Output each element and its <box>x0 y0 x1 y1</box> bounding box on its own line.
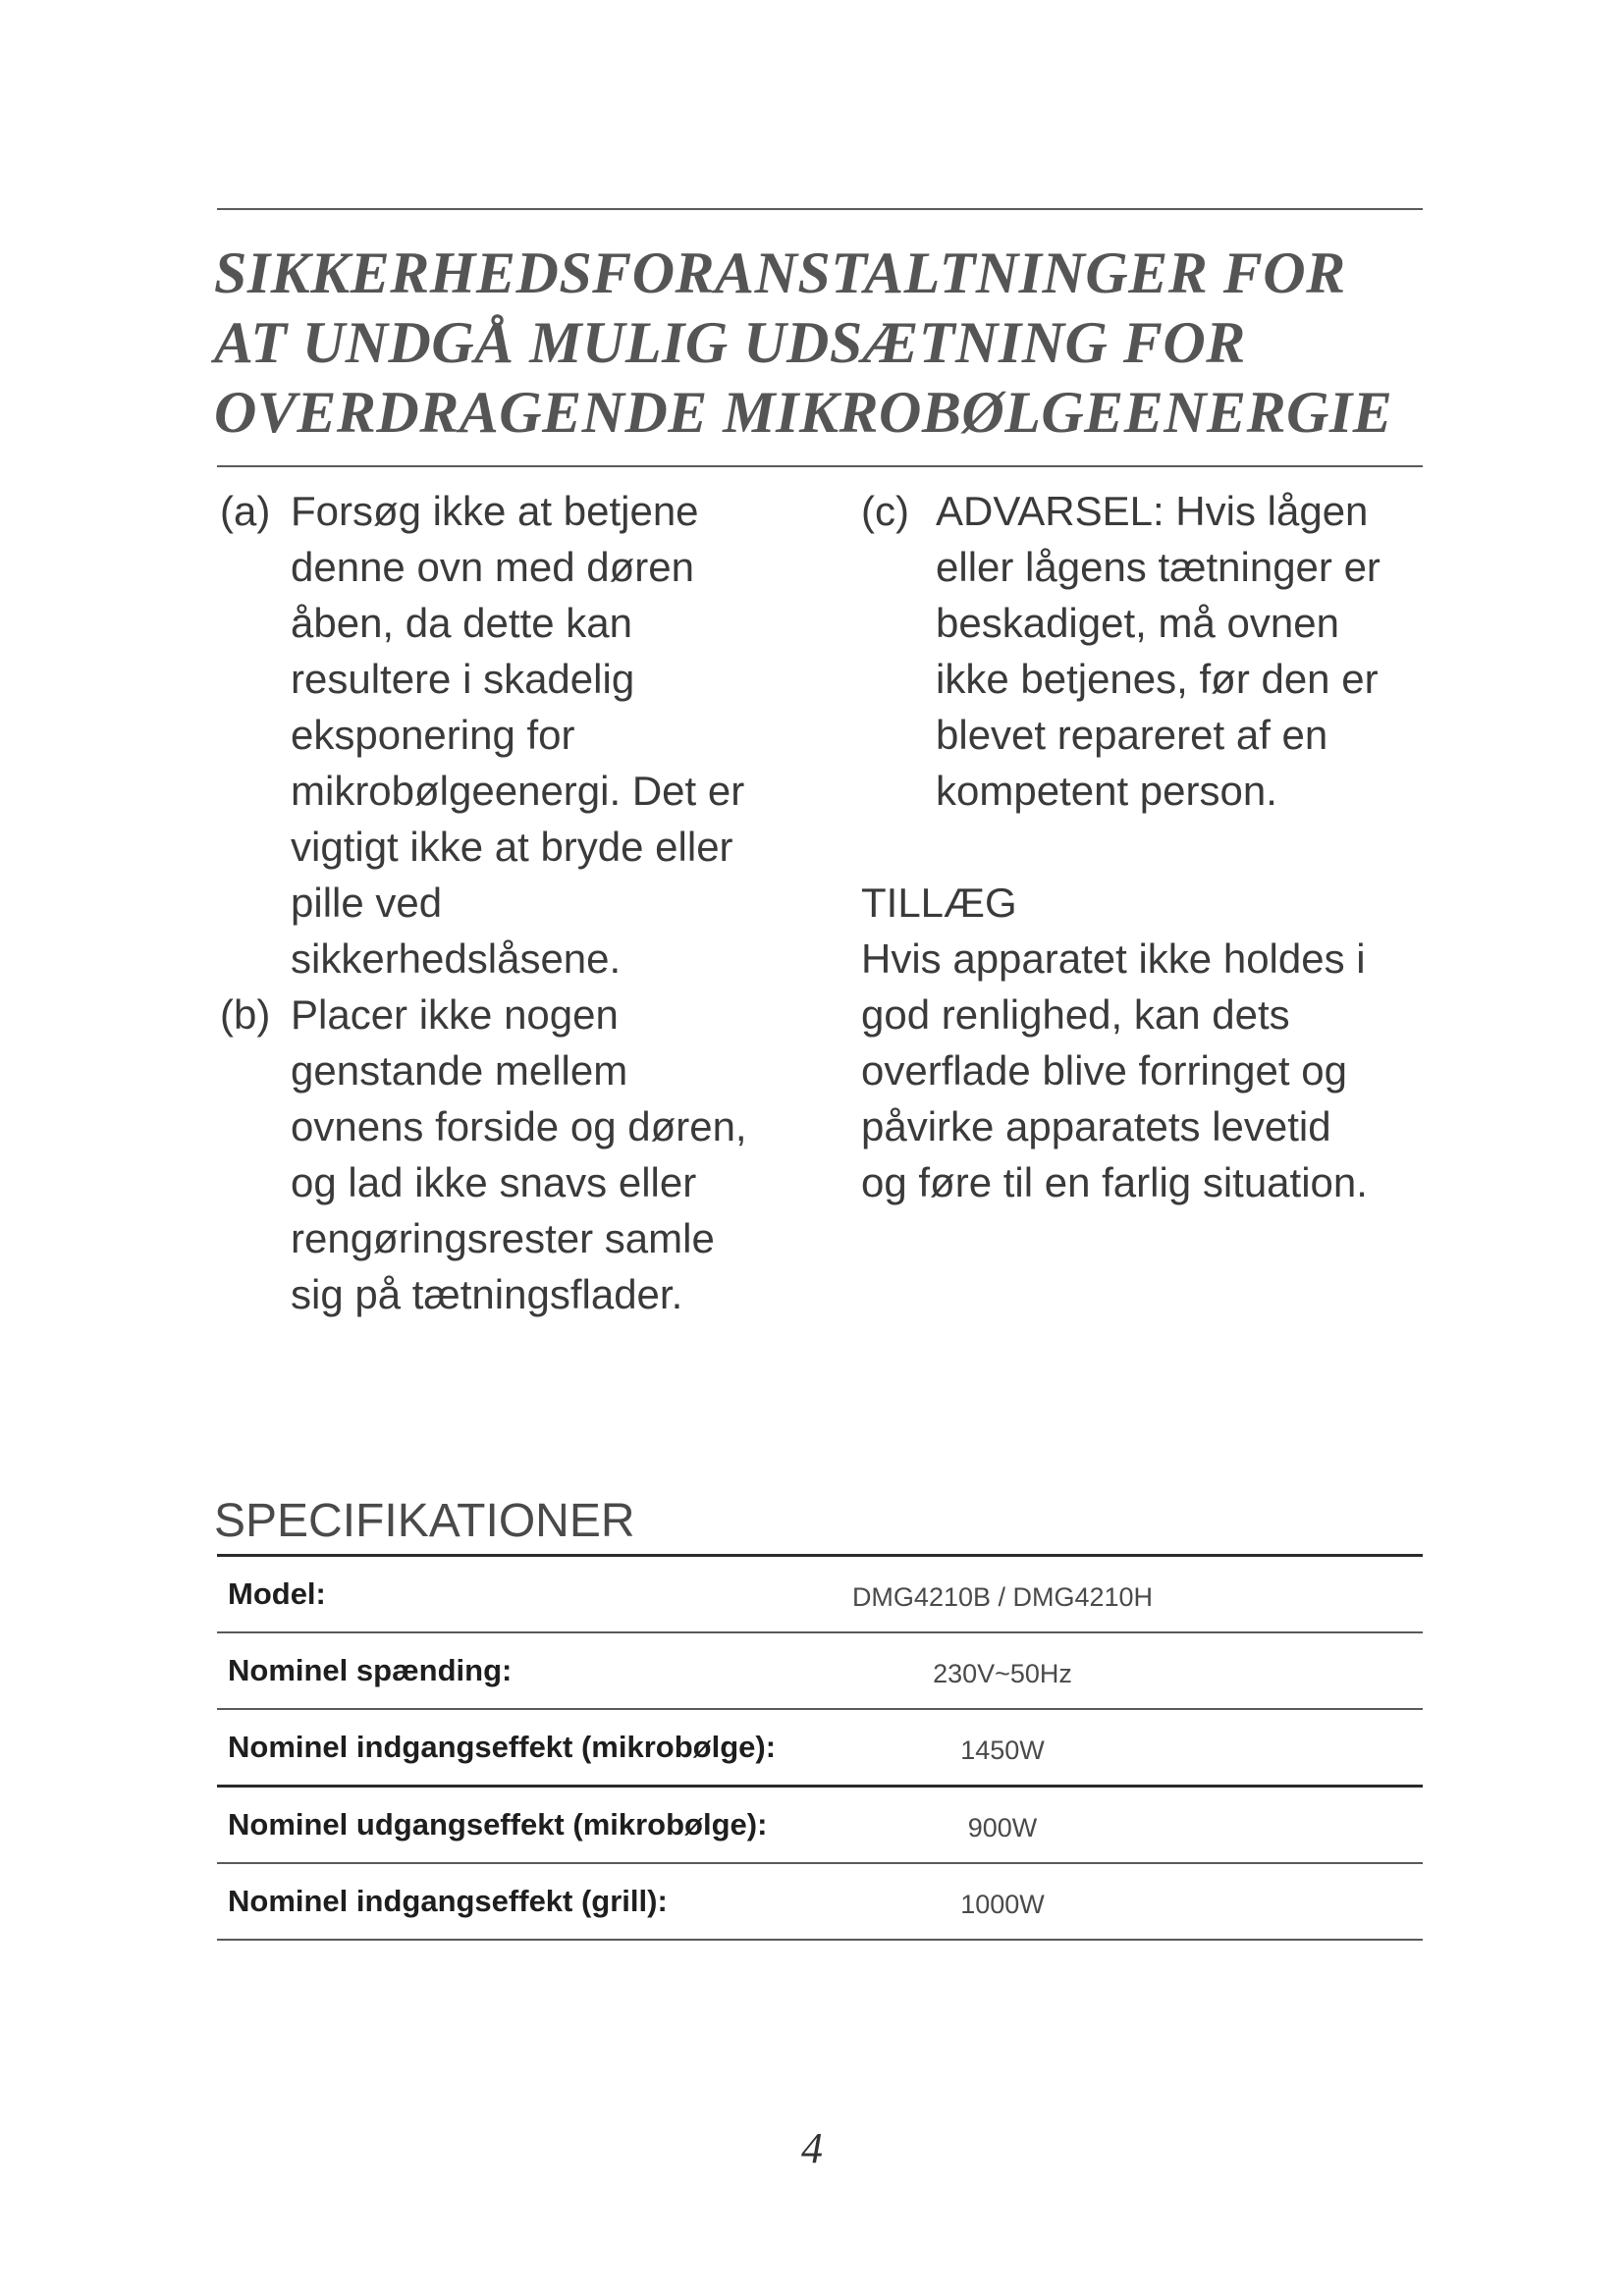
right-column <box>861 483 1431 1210</box>
title-bottom-rule <box>217 465 1423 467</box>
addendum <box>861 875 1431 1210</box>
safety-item-c <box>861 483 1431 819</box>
spec-value: DMG4210B / DMG4210H <box>851 1582 1154 1612</box>
table-row <box>217 1864 1423 1941</box>
safety-item-a <box>220 483 799 987</box>
specifications-heading: SPECIFIKATIONER <box>214 1495 635 1547</box>
spec-value: 1000W <box>960 1890 1045 1919</box>
addendum-line: Hvis apparatet ikke holdes i <box>861 935 1366 982</box>
item-line: Forsøg ikke at betjene <box>291 488 699 534</box>
item-marker: (b) <box>220 991 271 1038</box>
item-marker: (a) <box>220 488 271 534</box>
item-line: kompetent person. <box>936 768 1277 814</box>
item-line: Placer ikke nogen <box>291 991 619 1038</box>
safety-item-b <box>220 987 799 1322</box>
item-line: åben, da dette kan <box>291 600 632 646</box>
addendum-line: og føre til en farlig situation. <box>861 1159 1368 1205</box>
item-line: rengøringsrester samle <box>291 1215 715 1261</box>
safety-title <box>214 239 1432 448</box>
item-line: beskadiget, må ovnen <box>936 600 1339 646</box>
item-line: eksponering for <box>291 712 575 758</box>
addendum-line: påvirke apparatets levetid <box>861 1103 1331 1149</box>
spec-value: 230V~50Hz <box>933 1659 1072 1688</box>
item-line: vigtigt ikke at bryde eller <box>291 824 733 870</box>
spec-label: Nominel udgangseffekt (mikrobølge): <box>228 1807 768 1842</box>
spec-label: Nominel spænding: <box>228 1653 513 1687</box>
addendum-line: god renlighed, kan dets <box>861 991 1290 1038</box>
item-line: eller lågens tætninger er <box>936 544 1380 590</box>
item-marker: (c) <box>861 488 909 534</box>
spec-label: Model: <box>228 1576 326 1611</box>
left-column <box>220 483 799 1322</box>
item-line: resultere i skadelig <box>291 656 635 702</box>
spec-value: 1450W <box>960 1735 1045 1765</box>
item-line: pille ved <box>291 880 443 926</box>
table-row <box>217 1710 1423 1788</box>
item-line: blevet repareret af en <box>936 712 1328 758</box>
specifications-table <box>217 1554 1423 1941</box>
addendum-line: overflade blive forringet og <box>861 1047 1347 1094</box>
item-line: ADVARSEL: Hvis lågen <box>936 488 1369 534</box>
table-row <box>217 1557 1423 1633</box>
item-line: og lad ikke snavs eller <box>291 1159 697 1205</box>
spec-label: Nominel indgangseffekt (mikrobølge): <box>228 1730 777 1764</box>
item-line: sikkerhedslåsene. <box>291 935 622 982</box>
item-line: mikrobølgeenergi. Det er <box>291 768 745 814</box>
table-row <box>217 1788 1423 1864</box>
page-number: 4 <box>801 2124 823 2172</box>
addendum-heading: TILLÆG <box>861 880 1017 926</box>
item-line: sig på tætningsflader. <box>291 1271 683 1317</box>
item-line: ikke betjenes, før den er <box>936 656 1379 702</box>
item-line: ovnens forside og døren, <box>291 1103 747 1149</box>
top-rule <box>217 208 1423 210</box>
title-line: AT UNDGÅ MULIG UDSÆTNING FOR <box>214 310 1246 375</box>
title-line: SIKKERHEDSFORANSTALTNINGER FOR <box>214 240 1346 305</box>
title-line: OVERDRAGENDE MIKROBØLGEENERGIE <box>214 380 1393 445</box>
item-line: genstande mellem <box>291 1047 628 1094</box>
spec-value: 900W <box>967 1813 1038 1842</box>
spec-label: Nominel indgangseffekt (grill): <box>228 1884 668 1918</box>
item-line: denne ovn med døren <box>291 544 694 590</box>
table-row <box>217 1633 1423 1710</box>
